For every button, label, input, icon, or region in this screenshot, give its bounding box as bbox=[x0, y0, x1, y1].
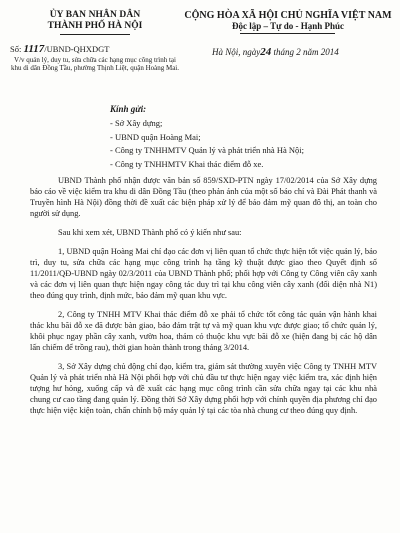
greeting: Kính gửi: bbox=[110, 104, 147, 114]
issue-date bbox=[212, 46, 339, 58]
body-paragraph: UBND Thành phố nhận được văn bản số 859/SXD-PTN ngày 17/02/2014 của Sở Xây dựng báo cáo về việc kiểm tra khu di dân Đồng Tầu (theo phản ánh của một số báo chí và Đài Phát thanh và Truyền hình Hà Nội) đồng thời đề xuất các biện pháp xử lý để bảo đảm mỹ quan đô thị, an toàn cho người sử dụng. bbox=[30, 176, 377, 218]
body-paragraph: 3, Sở Xây dựng chủ động chỉ đạo, kiểm tra, giám sát thường xuyên việc Công ty TNHH MTV Quản lý và phát triển nhà Hà Nội phối hợp với chủ đầu tư thực hiện ngay việc kiểm tra, xác định hiện tượng hư hỏng, xuống cấp và đề xuất các hạng mục công trình cần sửa chữa ngay tại các khu nhà chung cư cao tầng đang quản lý. Đồng thời Sở Xây dựng phối hợp với chính quyền địa phương chỉ đạo thực hiện việc kiện toàn, chấn chỉnh bộ máy quản lý tại các tòa nhà chung cư theo đúng quy định. bbox=[30, 362, 377, 415]
ref-suffix: /UBND-QHXDGT bbox=[44, 44, 110, 54]
body-paragraph: 1, UBND quận Hoàng Mai chỉ đạo các đơn vị liên quan tổ chức thực hiện tốt việc quản lý, bảo trì, duy tu, sửa chữa các hạng mục công trình hạ tầng kỹ thuật được giao theo Quyết định số 11/2011/QĐ-UBND ngày 02/3/2011 của UBND Thành phố; phối hợp với Công ty Công viên cây xanh và các đơn vị liên quan thực hiện ngay công tác duy trì tại khu công viên cây xanh (đối diện nhà N1) theo đúng quy trình, định mức, bảo đảm mỹ quan khu vực. bbox=[30, 247, 377, 300]
letter-body bbox=[30, 175, 377, 421]
issuer-line-1: ỦY BAN NHÂN DÂN bbox=[49, 10, 141, 20]
body-paragraph: 2, Công ty TNHH MTV Khai thác điểm đỗ xe phải tổ chức tốt công tác quản vận hành khai thác khu bãi đỗ xe đã được bàn giao, bảo đảm trật tự và mỹ quan khu vực được giao; tổ chức quản lý, khôi phục ngay phần cây xanh, vườn hoa, thảm cỏ thuộc khu vực bãi đỗ xe (hiện đang bị các hộ dân lấn chiếm để trồng rau), thời gian hoàn thành trong tháng 3/2014. bbox=[30, 310, 377, 352]
motto-underline bbox=[240, 33, 335, 34]
ref-handwritten-number: 1117 bbox=[23, 43, 45, 55]
recipient-item: - Sở Xây dựng; bbox=[110, 118, 163, 128]
date-day: 24 bbox=[260, 46, 272, 58]
issuer-line-2: THÀNH PHỐ HÀ NỘI bbox=[47, 21, 143, 31]
body-paragraph: Sau khi xem xét, UBND Thành phố có ý kiến như sau: bbox=[58, 228, 242, 237]
date-prefix: Hà Nội, ngày bbox=[212, 47, 261, 57]
reference-number bbox=[10, 43, 180, 55]
date-suffix: tháng 2 năm 2014 bbox=[273, 47, 339, 57]
ref-prefix: Số: bbox=[10, 44, 22, 54]
national-title: CỘNG HÒA XÃ HỘI CHỦ NGHĨA VIỆT NAM bbox=[184, 10, 392, 21]
recipient-item: - Công ty TNHHMTV Khai thác điểm đỗ xe. bbox=[110, 158, 264, 169]
recipient-item: - UBND quận Hoàng Mai; bbox=[110, 131, 201, 142]
letter-header bbox=[0, 10, 400, 105]
recipient-list bbox=[110, 117, 304, 171]
issuer-underline bbox=[60, 34, 130, 35]
national-motto: Độc lập – Tự do - Hạnh Phúc bbox=[231, 21, 344, 31]
subject-summary: V/v quản lý, duy tu, sửa chữa các hạng mục công trình tại khu di dân Đồng Tầu, phường Thịnh Liệt, quận Hoàng Mai. bbox=[10, 56, 180, 72]
recipient-item: - Công ty TNHHMTV Quản lý và phát triển nhà Hà Nội; bbox=[110, 145, 304, 155]
